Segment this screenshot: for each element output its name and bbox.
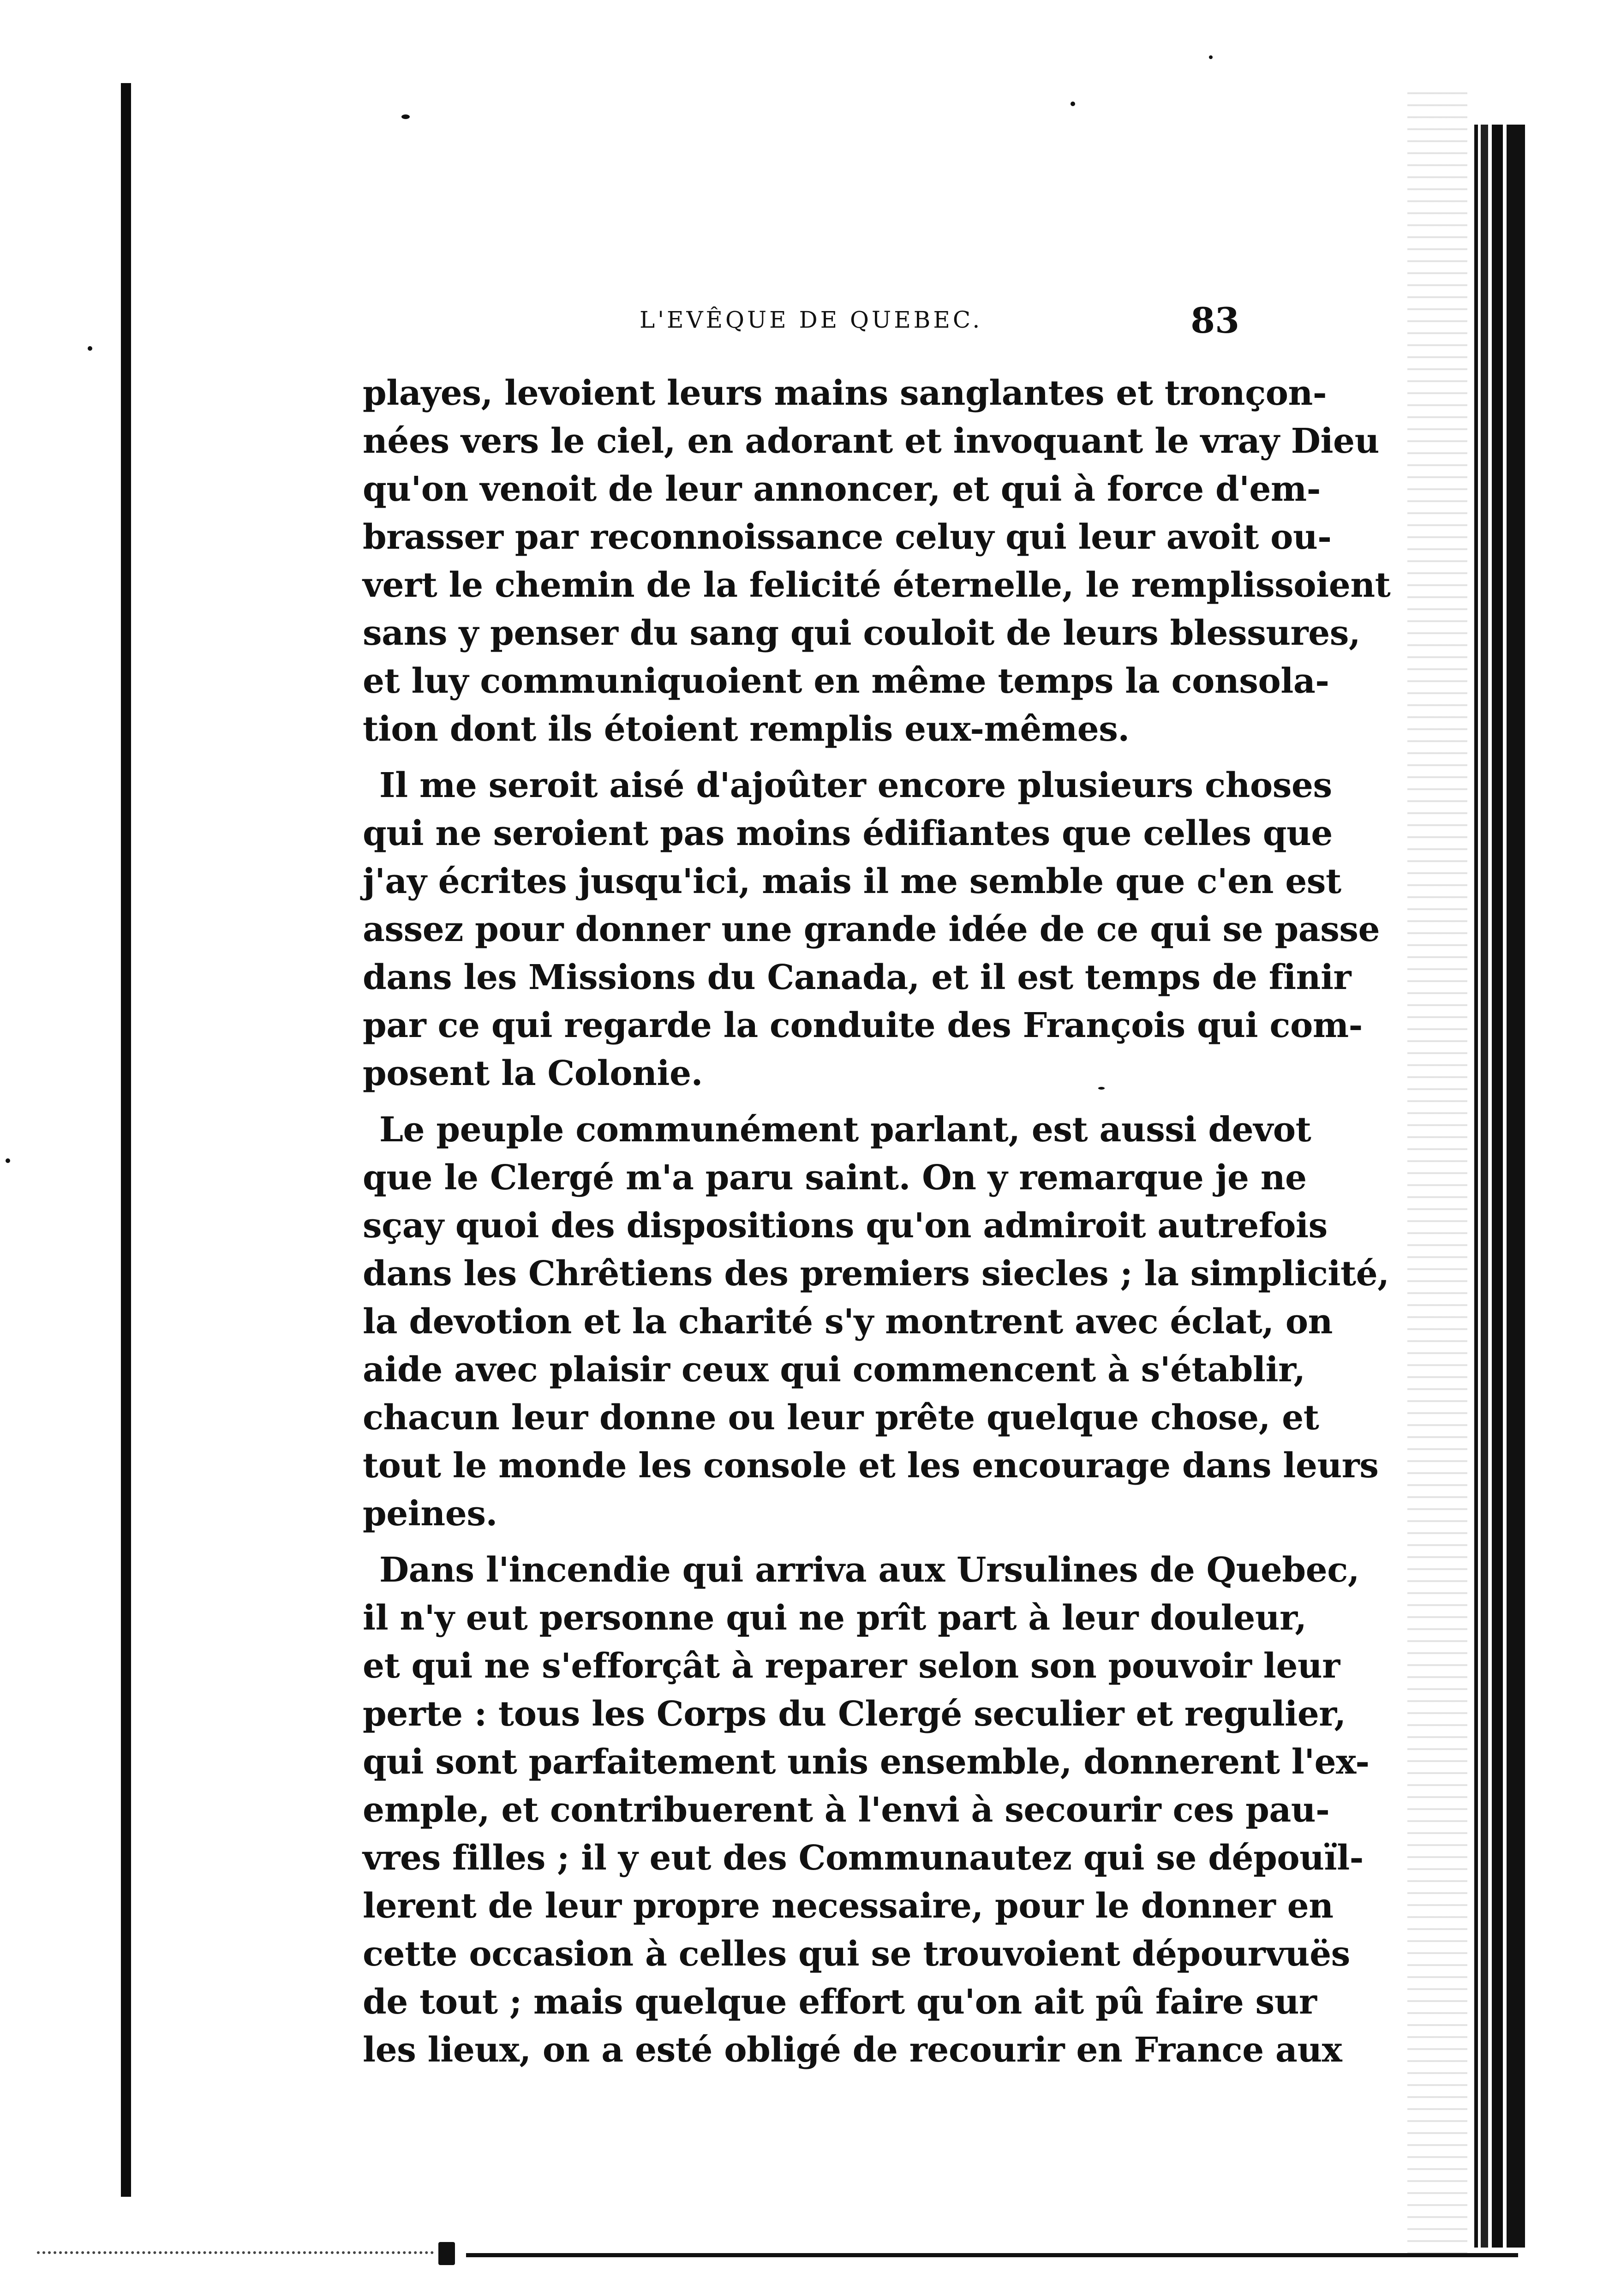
text-line: qu'on venoit de leur annoncer, et qui à force d'em-: [363, 469, 1321, 509]
text-line: vres filles ; il y eut des Communautez qui se dépouïl-: [363, 1838, 1364, 1878]
text-line: nées vers le ciel, en adorant et invoquant le vray Dieu: [363, 421, 1379, 461]
text-line: dans les Chrêtiens des premiers siecles ; la simplicité,: [363, 1254, 1389, 1294]
text-line: par ce qui regarde la conduite des François qui com-: [363, 1006, 1363, 1045]
text-line: playes, levoient leurs mains sanglantes et tronçon-: [363, 373, 1327, 413]
text-line: vert le chemin de la felicité éternelle, le remplissoient: [363, 565, 1391, 605]
text-line: chacun leur donne ou leur prête quelque chose, et: [363, 1398, 1319, 1438]
text-line: posent la Colonie.: [363, 1054, 703, 1093]
scan-right-edge-noise: [1407, 92, 1467, 2261]
text-line: la devotion et la charité s'y montrent avec éclat, on: [363, 1302, 1333, 1342]
scan-speck: [88, 346, 92, 351]
text-line: aide avec plaisir ceux qui commencent à s'établir,: [363, 1350, 1305, 1390]
paragraph: [363, 1106, 1389, 1538]
paragraph: [363, 761, 1380, 1097]
scan-bottom-rule: [466, 2253, 1518, 2257]
text-line: tout le monde les console et les encourage dans leurs: [363, 1446, 1379, 1486]
scan-left-binding-rule: [121, 83, 131, 2197]
running-title: L'EVÊQUE DE QUEBEC.: [640, 306, 983, 333]
text-line: sçay quoi des dispositions qu'on admiroit autrefois: [363, 1206, 1328, 1246]
text-line: Il me seroit aisé d'ajoûter encore plusieurs choses: [379, 766, 1332, 805]
text-line: il n'y eut personne qui ne prît part à leur douleur,: [363, 1598, 1307, 1638]
text-line: de tout ; mais quelque effort qu'on ait pû faire sur: [363, 1982, 1317, 2022]
text-line: perte : tous les Corps du Clergé seculier et regulier,: [363, 1694, 1346, 1734]
body-text: [363, 369, 1391, 2074]
paragraph: [363, 1546, 1370, 2074]
text-line: Dans l'incendie qui arriva aux Ursulines de Quebec,: [379, 1550, 1360, 1590]
text-line: qui ne seroient pas moins édifiantes que celles que: [363, 814, 1333, 853]
scan-speck: [1209, 55, 1213, 59]
scan-speck: [1071, 102, 1075, 106]
scan-speck: [6, 1158, 10, 1163]
scan-speck: [401, 114, 410, 119]
text-line: lerent de leur propre necessaire, pour le donner en: [363, 1886, 1334, 1926]
page-number: 83: [1190, 300, 1239, 341]
text-line: qui sont parfaitement unis ensemble, donnerent l'ex-: [363, 1742, 1370, 1782]
text-line: assez pour donner une grande idée de ce qui se passe: [363, 910, 1380, 949]
text-line: emple, et contribuerent à l'envi à secourir ces pau-: [363, 1790, 1330, 1830]
text-line: cette occasion à celles qui se trouvoient dépourvuës: [363, 1934, 1350, 1974]
text-line: brasser par reconnoissance celuy qui leur avoit ou-: [363, 517, 1332, 557]
text-line: dans les Missions du Canada, et il est temps de finir: [363, 958, 1352, 997]
scan-bottom-dotted-edge: [37, 2251, 434, 2254]
text-line: et luy communiquoient en même temps la consola-: [363, 661, 1329, 701]
scan-right-page-edge: [1474, 125, 1525, 2248]
text-line: les lieux, on a esté obligé de recourir en France aux: [363, 2030, 1342, 2070]
paragraph: [363, 369, 1391, 753]
text-line: tion dont ils étoient remplis eux-mêmes.: [363, 709, 1130, 749]
paragraph-gap: [363, 1097, 1239, 1106]
text-line: sans y penser du sang qui couloit de leurs blessures,: [363, 613, 1361, 653]
text-line: j'ay écrites jusqu'ici, mais il me semble que c'en est: [363, 862, 1341, 901]
paragraph-gap: [363, 753, 1239, 761]
paragraph-gap: [363, 1538, 1239, 1546]
scan-bottom-mark: [438, 2242, 455, 2265]
text-line: Le peuple communément parlant, est aussi devot: [379, 1110, 1311, 1150]
text-line: et qui ne s'efforçât à reparer selon son pouvoir leur: [363, 1646, 1340, 1686]
page-header: [363, 300, 1239, 346]
text-line: que le Clergé m'a paru saint. On y remarque je ne: [363, 1158, 1307, 1198]
text-line: peines.: [363, 1494, 497, 1534]
